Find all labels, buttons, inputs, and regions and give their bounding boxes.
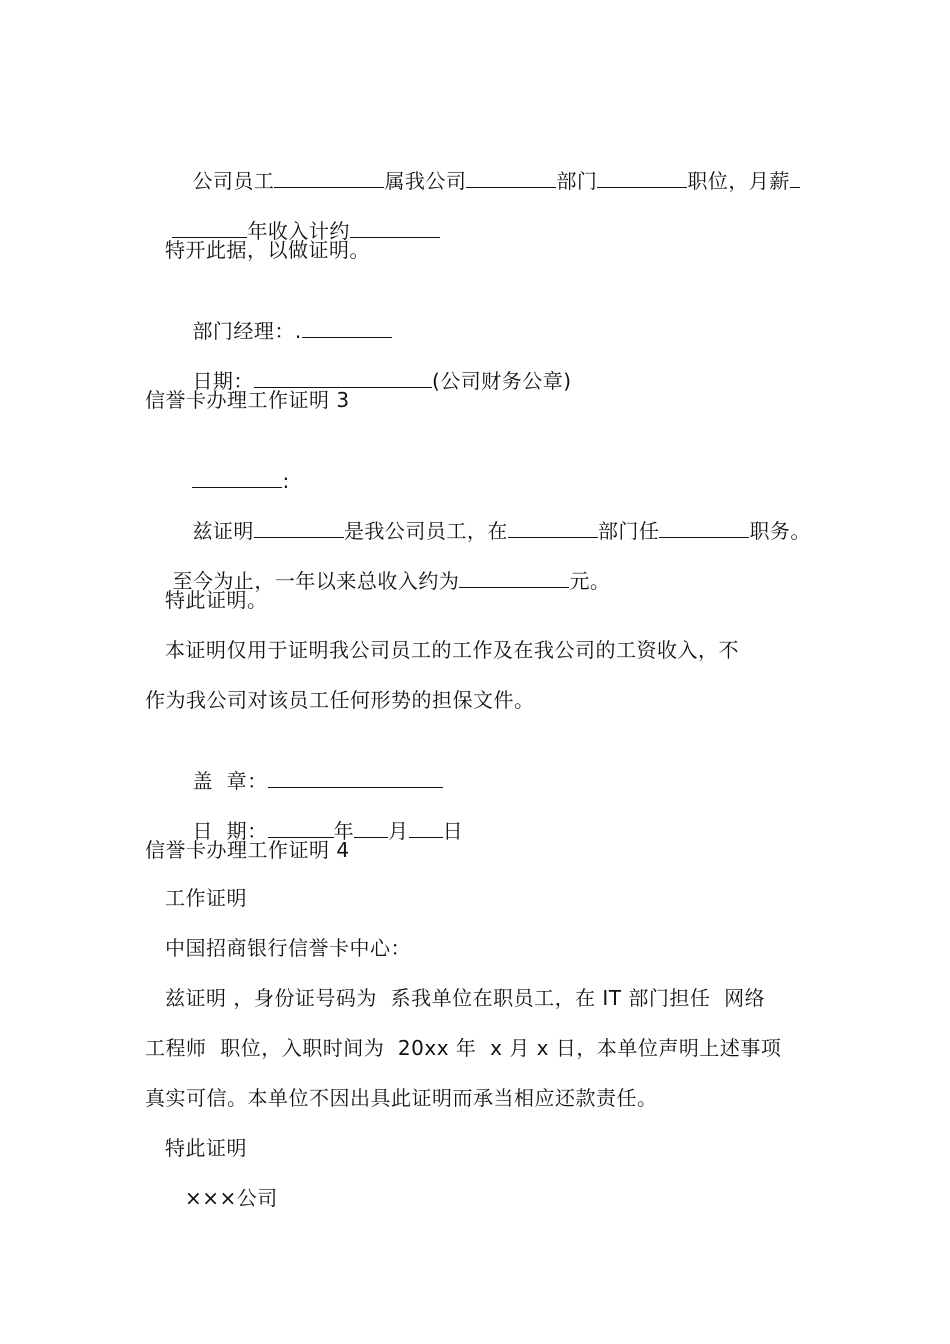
text-segment: 部门经理：. [192, 319, 302, 343]
text-segment: 年 [333, 819, 355, 843]
company-signature: ×××公司 [185, 1186, 278, 1210]
text-segment: 元。 [569, 569, 611, 593]
disclaimer-line-1: 本证明仅用于证明我公司员工的工作及在我公司的工资收入，不 [165, 638, 739, 662]
text-segment: 兹证明 [192, 519, 254, 543]
section-heading-4: 信誉卡办理工作证明 4 [145, 838, 350, 862]
certificate-title: 工作证明 [165, 886, 247, 910]
text-segment: (公司财务公章) [431, 369, 572, 393]
text-segment: 职位，月薪 [687, 169, 790, 193]
closing-statement: 特开此据，以做证明。 [165, 238, 370, 262]
text-segment: 日期： [192, 369, 254, 393]
body-line-3: 真实可信。本单位不因出具此证明而承当相应还款责任。 [145, 1086, 658, 1110]
text-segment: 职务。 [749, 519, 811, 543]
closing-statement: 特此证明。 [165, 588, 268, 612]
addressee-line: 中国招商银行信誉卡中心： [165, 936, 411, 960]
text-segment: 日 [442, 819, 464, 843]
text-segment: 日 期： [192, 819, 268, 843]
closing-statement: 特此证明 [165, 1136, 247, 1160]
text-segment: : [282, 469, 290, 493]
text-segment: 月 [388, 819, 409, 843]
text-segment: 至今为止，一年以来总收入约为 [172, 569, 460, 593]
text-segment: 年收入计约 [247, 219, 350, 243]
text-segment: 属我公司 [384, 169, 467, 193]
text-segment: 公司员工 [192, 169, 275, 193]
body-line-2: 工程师 职位，入职时间为 20xx 年 x 月 x 日，本单位声明上述事项 [145, 1036, 782, 1060]
section-heading-3: 信誉卡办理工作证明 3 [145, 388, 350, 412]
text-segment: 部门 [556, 169, 598, 193]
body-line-1: 兹证明 ，身份证号码为 系我单位在职员工，在 IT 部门担任 网络 [165, 986, 766, 1010]
text-segment: 部门任 [597, 519, 660, 543]
text-segment: 是我公司员工，在 [343, 519, 508, 543]
text-segment: 盖 章： [192, 769, 268, 793]
disclaimer-line-2: 作为我公司对该员工任何形势的担保文件。 [145, 688, 535, 712]
